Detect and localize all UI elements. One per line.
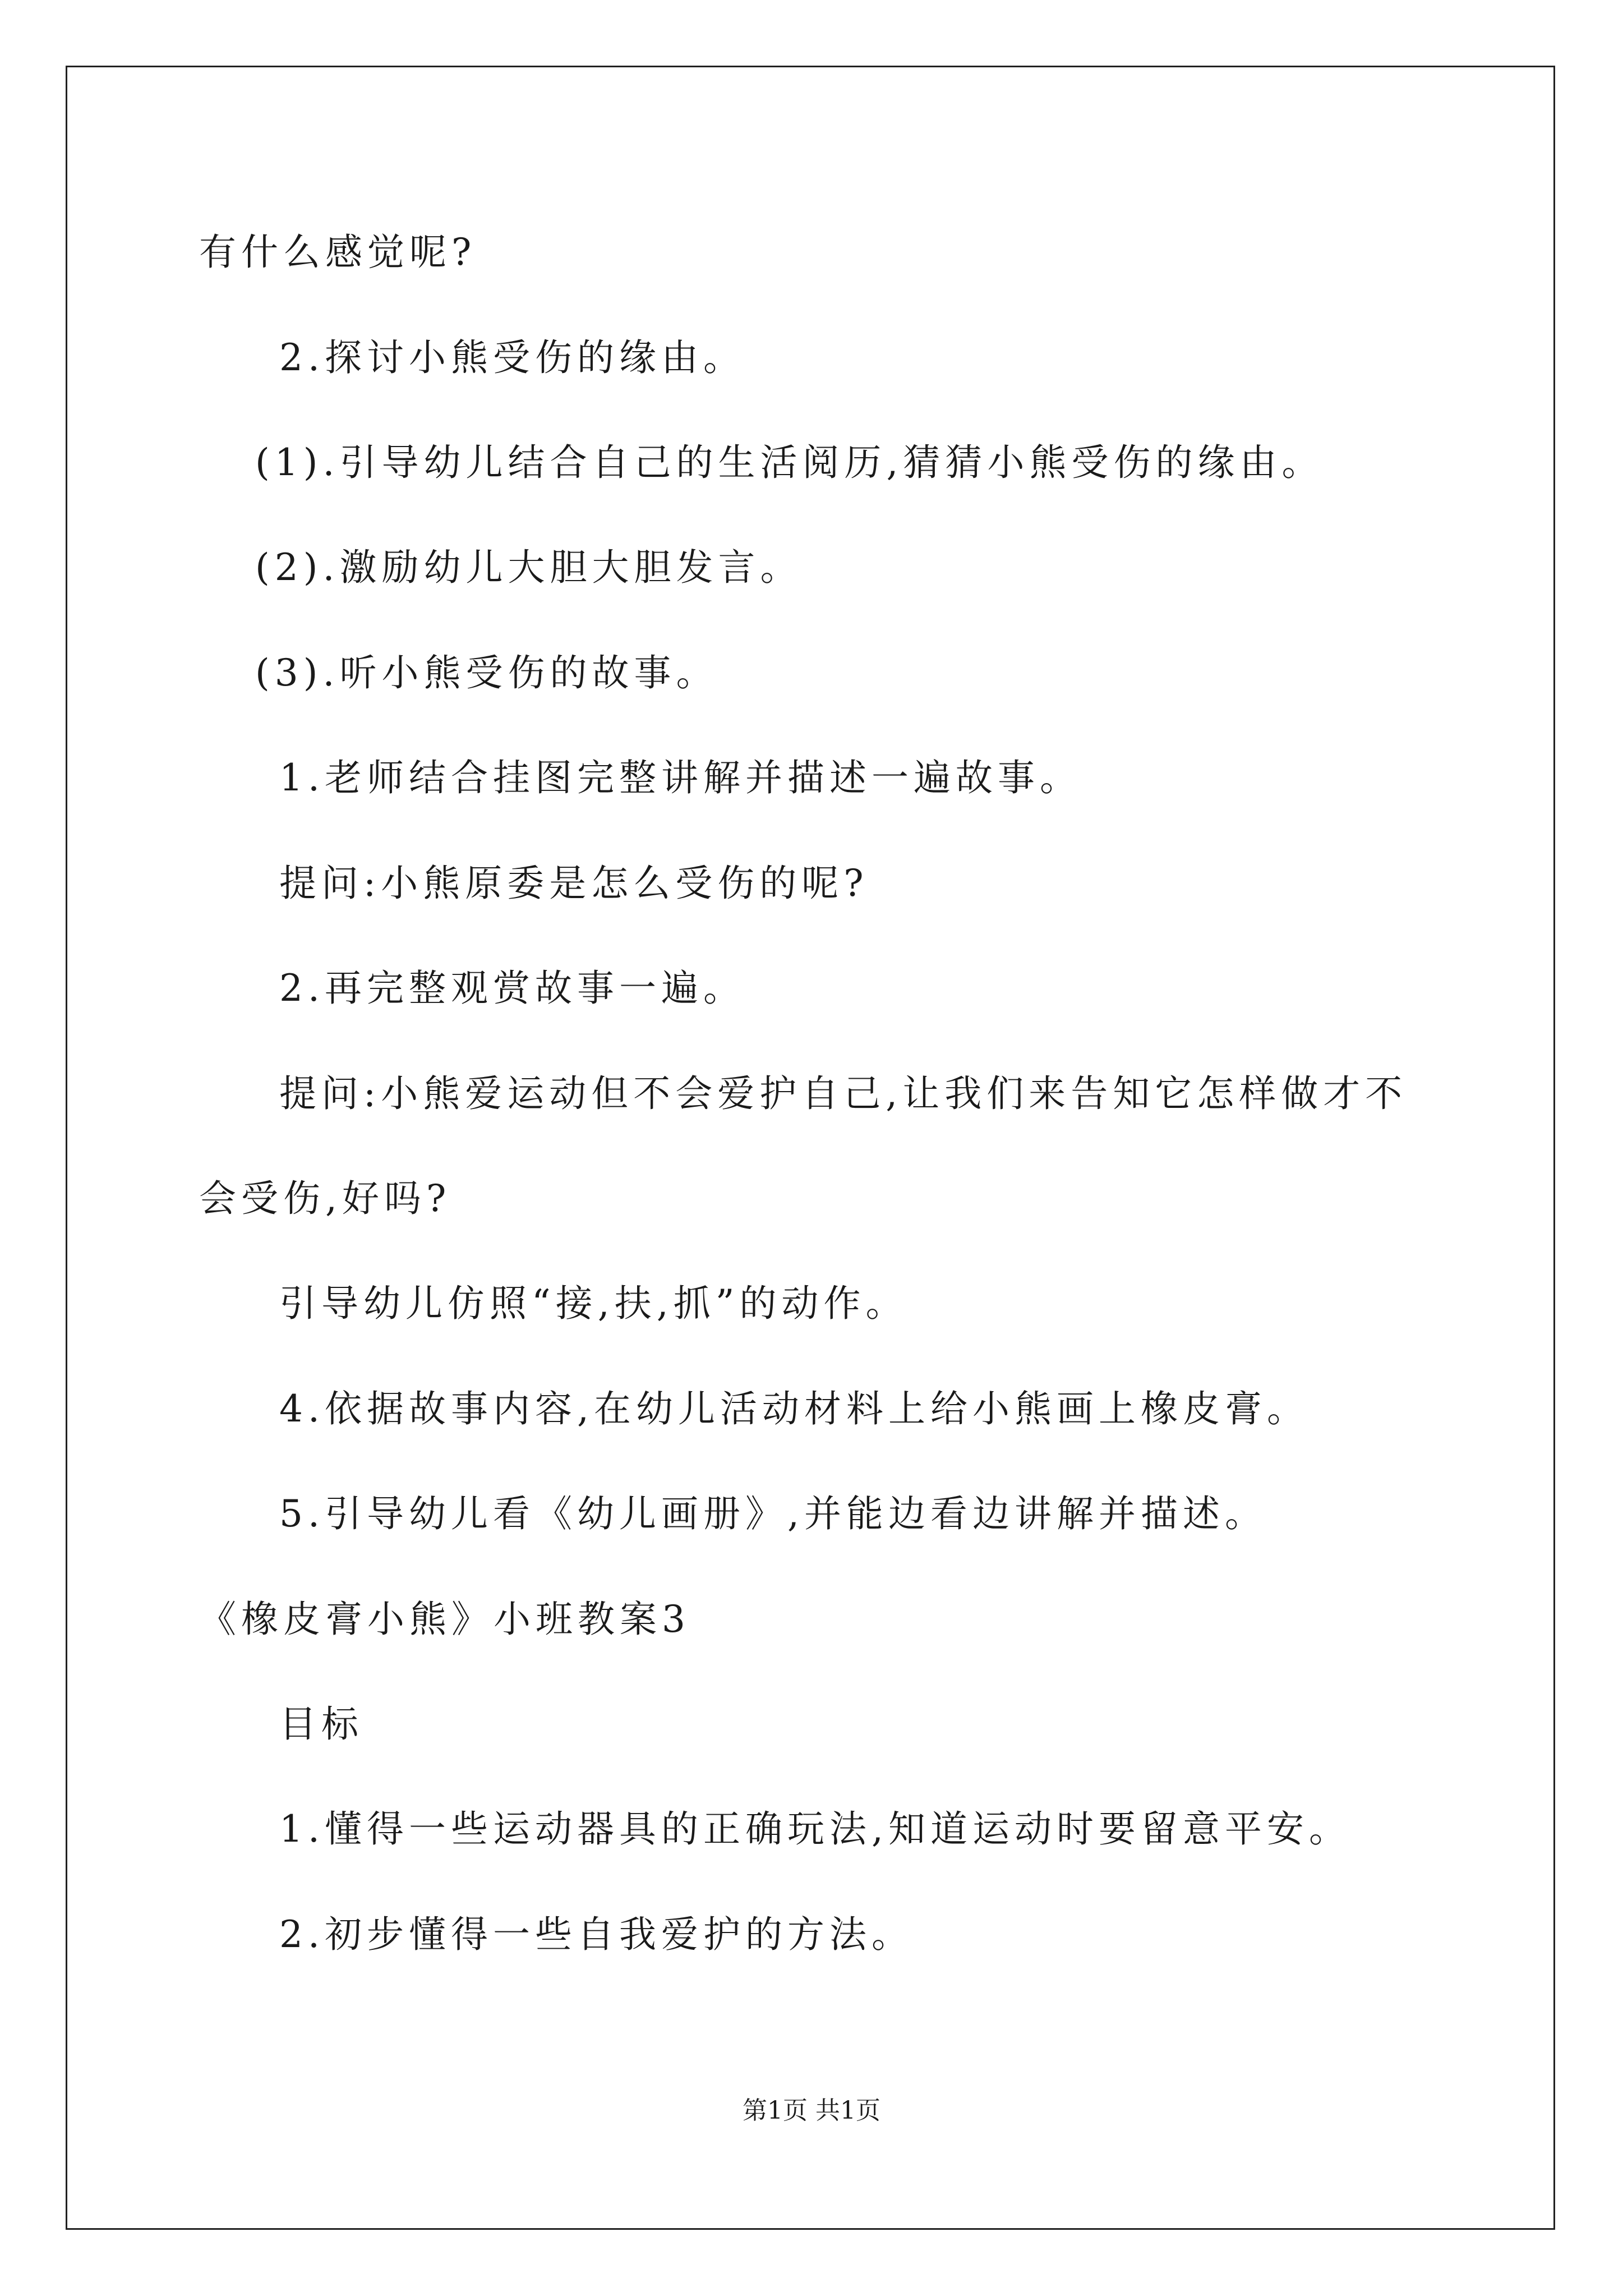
text-line-9: 提问:小熊爱运动但不会爱护自己,让我们来告知它怎样做才不 bbox=[279, 1072, 1408, 1115]
text-line-2: 2.探讨小熊受伤的缘由。 bbox=[279, 336, 745, 379]
text-line-4: (2).激励幼儿大胆大胆发言。 bbox=[255, 546, 803, 589]
text-line-6: 1.老师结合挂图完整讲解并描述一遍故事。 bbox=[279, 756, 1082, 799]
text-line-17: 2.初步懂得一些自我爱护的方法。 bbox=[279, 1913, 914, 1956]
text-line-3: (1).引导幼儿结合自己的生活阅历,猜猜小熊受伤的缘由。 bbox=[255, 441, 1324, 484]
text-line-1: 有什么感觉呢? bbox=[199, 231, 477, 274]
text-line-16: 1.懂得一些运动器具的正确玩法,知道运动时要留意平安。 bbox=[279, 1807, 1351, 1851]
text-line-7: 提问:小熊原委是怎么受伤的呢? bbox=[279, 862, 869, 905]
text-line-15: 目标 bbox=[279, 1703, 363, 1746]
page-footer: 第1页 共1页 bbox=[743, 2096, 880, 2125]
text-line-13: 5.引导幼儿看《幼儿画册》,并能边看边讲解并描述。 bbox=[279, 1492, 1267, 1535]
text-line-5: (3).听小熊受伤的故事。 bbox=[255, 651, 718, 694]
section-heading: 《橡皮膏小熊》小班教案3 bbox=[199, 1598, 690, 1641]
text-line-8: 2.再完整观赏故事一遍。 bbox=[279, 967, 745, 1010]
text-line-10: 会受伤,好吗? bbox=[199, 1177, 451, 1220]
text-line-12: 4.依据故事内容,在幼儿活动材料上给小熊画上橡皮膏。 bbox=[279, 1387, 1309, 1430]
text-line-11: 引导幼儿仿照“接,扶,抓”的动作。 bbox=[279, 1282, 908, 1325]
